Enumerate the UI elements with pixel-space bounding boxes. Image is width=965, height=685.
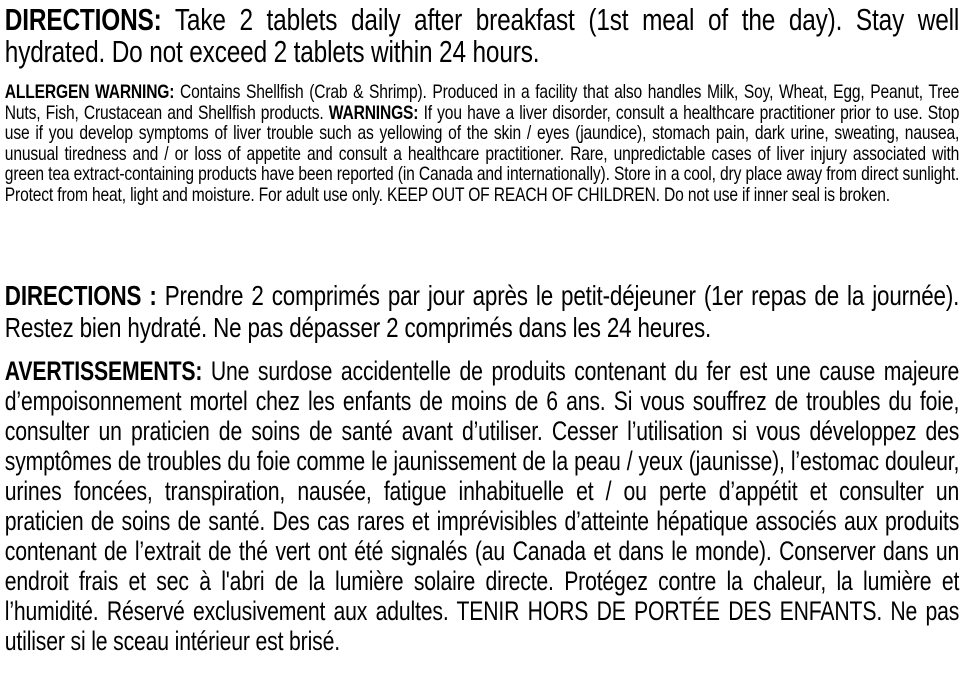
avertissements-text: Une surdose accidentelle de produits contenant du fer est une cause majeure d’empoisonnement mortel chez les enfants de moins de 6 ans. Si vous souffrez de troubles du foie, consulter un praticien de soins de santé avant d’utiliser. Cesser l’utilisation si vous développez des symptômes de troubles du foie comme le jaunissement de la peau / yeux (jaunisse), l’estomac douleur, urines foncées, transpiration, nausée, fatigue inhabituelle et / ou perte d’appétit et consulter un praticien de soins de santé. Des cas rares et imprévisibles d’atteinte hépatique associés aux produits contenant de l’extrait de thé vert ont été signalés (au Canada et dans le monde). Conserver dans un endroit frais et sec à l'abri de la lumière solaire directe. Protégez contre la chaleur, la lumière et l’humidité. Réservé exclusivement aux adultes. TENIR HORS DE PORTÉE DES ENFANTS. Ne pas utiliser si le sceau intérieur est brisé. bbox=[4, 355, 960, 656]
allergen-warning-heading: ALLERGEN WARNING: bbox=[4, 81, 175, 103]
allergen-warning-text: Contains Shellfish (Crab & Shrimp). Produced in a facility that also handles Milk, Soy, Wheat, Egg, Peanut, Tree Nuts, Fish, Crustacean and Shellfish products. bbox=[4, 81, 960, 124]
avertissements-paragraph bbox=[5, 356, 959, 656]
directions-en-paragraph bbox=[5, 5, 959, 68]
directions-fr-paragraph bbox=[5, 280, 959, 344]
directions-fr-heading: DIRECTIONS : bbox=[4, 279, 157, 311]
directions-fr-text: Prendre 2 comprimés par jour après le petit-déjeuner (1er repas de la journée). Restez bien hydraté. Ne pas dépasser 2 comprimés dans les 24 heures. bbox=[4, 279, 960, 343]
supplement-label bbox=[0, 5, 965, 656]
allergen-warnings-paragraph bbox=[5, 82, 959, 206]
avertissements-heading: AVERTISSEMENTS: bbox=[4, 355, 203, 386]
warnings-text: If you have a liver disorder, consult a healthcare practitioner prior to use. Stop use if you develop symptoms of liver trouble such as yellowing of the skin / eyes (jaundice), stomach pain, dark urine, sweating, nausea, unusual tiredness and / or loss of appetite and consult a healthcare practitioner. Rare, unpredictable cases of liver injury associated with green tea extract-containing products have been reported (in Canada and internationally). Store in a cool, dry place away from direct sunlight. Protect from heat, light and moisture. For adult use only. KEEP OUT OF REACH OF CHILDREN. Do not use if inner seal is broken. bbox=[4, 101, 960, 206]
directions-en-text: Take 2 tablets daily after breakfast (1st meal of the day). Stay well hydrated. Do not exceed 2 tablets within 24 hours. bbox=[4, 3, 960, 69]
directions-en-heading: DIRECTIONS: bbox=[4, 3, 162, 37]
warnings-heading: WARNINGS: bbox=[328, 101, 419, 124]
